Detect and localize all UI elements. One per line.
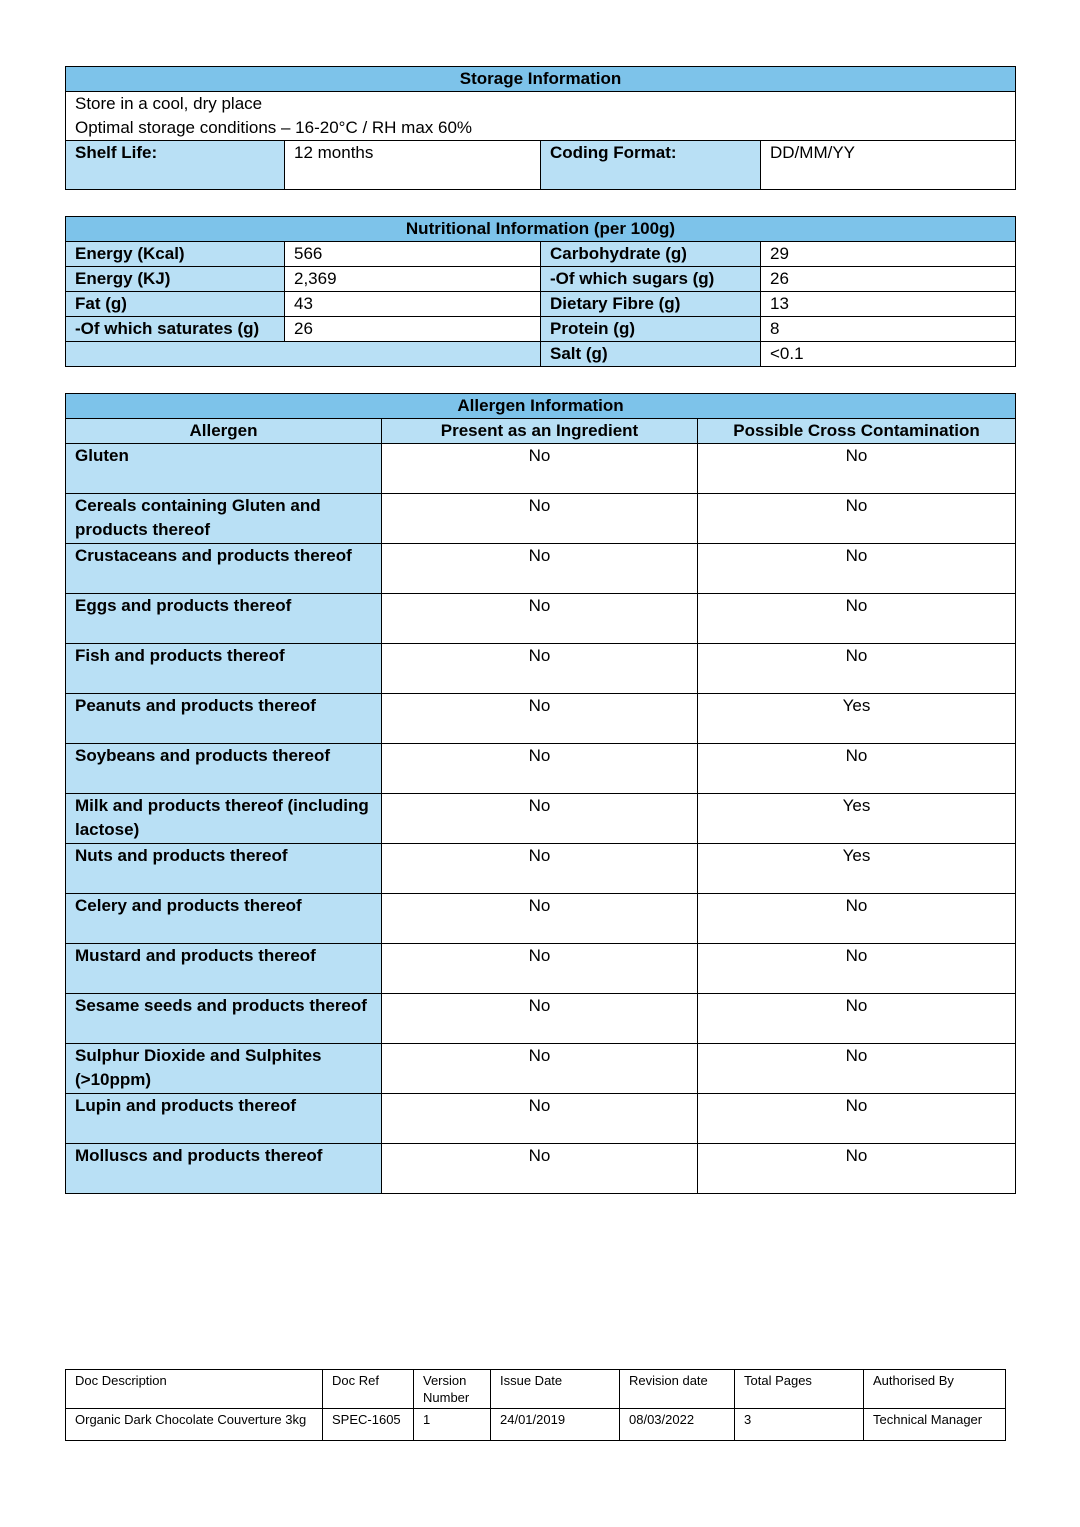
nutrition-row — [66, 342, 1016, 367]
version-number-value: 1 — [414, 1409, 491, 1441]
allergen-present-value: No — [382, 944, 698, 994]
nutrition-right-label: Dietary Fibre (g) — [541, 292, 761, 317]
allergen-cross-value: No — [698, 444, 1016, 494]
allergen-cross-value: No — [698, 894, 1016, 944]
allergen-name: Celery and products thereof — [66, 894, 382, 944]
nutrition-right-label: -Of which sugars (g) — [541, 267, 761, 292]
allergen-name: Lupin and products thereof — [66, 1094, 382, 1144]
nutrition-left-label: Energy (KJ) — [66, 267, 285, 292]
allergen-present-value: No — [382, 994, 698, 1044]
allergen-row — [66, 944, 1016, 994]
allergen-cross-value: No — [698, 744, 1016, 794]
allergen-row — [66, 594, 1016, 644]
authorised-by-header: Authorised By — [864, 1370, 1006, 1409]
nutrition-row — [66, 317, 1016, 342]
nutrition-left-label: -Of which saturates (g) — [66, 317, 285, 342]
cross-contamination-col-header: Possible Cross Contamination — [698, 419, 1016, 444]
allergen-present-value: No — [382, 1094, 698, 1144]
allergen-present-value: No — [382, 844, 698, 894]
allergen-name: Eggs and products thereof — [66, 594, 382, 644]
allergen-title: Allergen Information — [66, 394, 1016, 419]
allergen-cross-value: No — [698, 644, 1016, 694]
doc-ref-header: Doc Ref — [323, 1370, 414, 1409]
allergen-row — [66, 1094, 1016, 1144]
nutrition-title: Nutritional Information (per 100g) — [66, 217, 1016, 242]
allergen-cross-value: Yes — [698, 694, 1016, 744]
storage-line-1: Store in a cool, dry place — [75, 94, 263, 113]
storage-title: Storage Information — [66, 67, 1016, 92]
version-number-header: Version Number — [414, 1370, 491, 1409]
allergen-cross-value: No — [698, 544, 1016, 594]
allergen-name: Mustard and products thereof — [66, 944, 382, 994]
allergen-table — [65, 393, 1016, 1194]
allergen-row — [66, 744, 1016, 794]
coding-format-label: Coding Format: — [541, 141, 761, 190]
allergen-cross-value: No — [698, 594, 1016, 644]
nutrition-left-value: 2,369 — [285, 267, 541, 292]
allergen-cross-value: No — [698, 944, 1016, 994]
allergen-cross-value: No — [698, 1044, 1016, 1094]
total-pages-header: Total Pages — [735, 1370, 864, 1409]
nutrition-left-label: Energy (Kcal) — [66, 242, 285, 267]
shelf-life-label: Shelf Life: — [66, 141, 285, 190]
allergen-name: Sesame seeds and products thereof — [66, 994, 382, 1044]
allergen-present-value: No — [382, 794, 698, 844]
allergen-row — [66, 444, 1016, 494]
allergen-name: Cereals containing Gluten and products thereof — [66, 494, 382, 544]
doc-description-header: Doc Description — [66, 1370, 323, 1409]
nutrition-left-value: 26 — [285, 317, 541, 342]
nutrition-empty-cell — [66, 342, 541, 367]
revision-date-header: Revision date — [620, 1370, 735, 1409]
allergen-name: Gluten — [66, 444, 382, 494]
allergen-name: Nuts and products thereof — [66, 844, 382, 894]
allergen-row — [66, 894, 1016, 944]
allergen-col-header: Allergen — [66, 419, 382, 444]
shelf-life-value: 12 months — [285, 141, 541, 190]
nutrition-left-value: 43 — [285, 292, 541, 317]
nutrition-right-label: Carbohydrate (g) — [541, 242, 761, 267]
allergen-name: Soybeans and products thereof — [66, 744, 382, 794]
allergen-name: Fish and products thereof — [66, 644, 382, 694]
coding-format-value: DD/MM/YY — [761, 141, 1016, 190]
allergen-row — [66, 794, 1016, 844]
allergen-present-value: No — [382, 594, 698, 644]
allergen-name: Milk and products thereof (including lactose) — [66, 794, 382, 844]
document-control-table — [65, 1369, 1006, 1441]
doc-ref-value: SPEC-1605 — [323, 1409, 414, 1441]
allergen-row — [66, 1144, 1016, 1194]
allergen-row — [66, 694, 1016, 744]
allergen-row — [66, 644, 1016, 694]
nutrition-right-value: 13 — [761, 292, 1016, 317]
allergen-cross-value: No — [698, 994, 1016, 1044]
allergen-row — [66, 494, 1016, 544]
doc-description-value: Organic Dark Chocolate Couverture 3kg — [66, 1409, 323, 1441]
allergen-present-value: No — [382, 894, 698, 944]
allergen-name: Molluscs and products thereof — [66, 1144, 382, 1194]
allergen-cross-value: No — [698, 1144, 1016, 1194]
revision-date-value: 08/03/2022 — [620, 1409, 735, 1441]
nutrition-row — [66, 267, 1016, 292]
nutrition-row — [66, 292, 1016, 317]
allergen-present-value: No — [382, 444, 698, 494]
storage-table — [65, 66, 1016, 190]
allergen-present-value: No — [382, 1044, 698, 1094]
allergen-cross-value: No — [698, 1094, 1016, 1144]
nutrition-right-value: 29 — [761, 242, 1016, 267]
nutrition-right-label: Salt (g) — [541, 342, 761, 367]
total-pages-value: 3 — [735, 1409, 864, 1441]
authorised-by-value: Technical Manager — [864, 1409, 1006, 1441]
allergen-cross-value: No — [698, 494, 1016, 544]
allergen-present-value: No — [382, 494, 698, 544]
issue-date-value: 24/01/2019 — [491, 1409, 620, 1441]
nutrition-right-label: Protein (g) — [541, 317, 761, 342]
allergen-name: Crustaceans and products thereof — [66, 544, 382, 594]
allergen-row — [66, 544, 1016, 594]
allergen-present-value: No — [382, 544, 698, 594]
allergen-name: Peanuts and products thereof — [66, 694, 382, 744]
issue-date-header: Issue Date — [491, 1370, 620, 1409]
nutrition-left-label: Fat (g) — [66, 292, 285, 317]
allergen-present-value: No — [382, 744, 698, 794]
allergen-present-value: No — [382, 694, 698, 744]
allergen-cross-value: Yes — [698, 844, 1016, 894]
allergen-cross-value: Yes — [698, 794, 1016, 844]
allergen-present-value: No — [382, 644, 698, 694]
nutrition-row — [66, 242, 1016, 267]
allergen-row — [66, 844, 1016, 894]
nutrition-right-value: 26 — [761, 267, 1016, 292]
nutrition-left-value: 566 — [285, 242, 541, 267]
storage-line-2: Optimal storage conditions – 16-20°C / RH max 60% — [75, 118, 473, 137]
allergen-row — [66, 994, 1016, 1044]
allergen-row — [66, 1044, 1016, 1094]
allergen-present-value: No — [382, 1144, 698, 1194]
nutrition-right-value: 8 — [761, 317, 1016, 342]
nutrition-right-value: <0.1 — [761, 342, 1016, 367]
storage-notes — [66, 92, 1016, 141]
nutrition-table — [65, 216, 1016, 367]
allergen-name: Sulphur Dioxide and Sulphites (>10ppm) — [66, 1044, 382, 1094]
present-col-header: Present as an Ingredient — [382, 419, 698, 444]
